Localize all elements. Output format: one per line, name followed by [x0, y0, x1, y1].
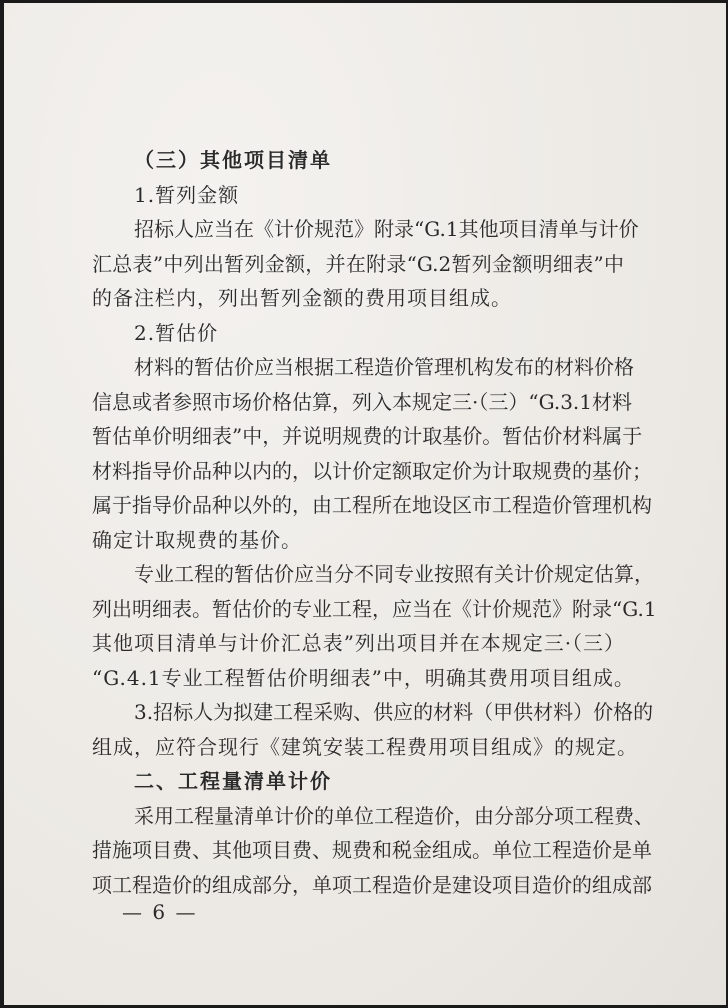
paragraph-line: 采用工程量清单计价的单位工程造价，由分部分项工程费、: [134, 803, 654, 828]
paragraph-line: 材料的暂估价应当根据工程造价管理机构发布的材料价格: [134, 355, 634, 379]
paragraph-line: 项工程造价的组成部分，单项工程造价是建设项目造价的组成部: [92, 872, 652, 897]
item2-title: 2.暂估价: [134, 320, 219, 345]
paragraph-line: 属于指导价品种以外的，由工程所在地设区市工程造价管理机构: [92, 493, 652, 517]
document-page: [4, 3, 726, 1005]
section2-heading: 二、工程量清单计价: [134, 769, 332, 793]
body-text: [92, 143, 657, 902]
page-number: — 6 —: [122, 900, 198, 924]
paragraph-line: 材料指导价品种以内的，以计价定额取定价为计取规费的基价；: [92, 458, 652, 483]
paragraph-line: 信息或者参照市场价格估算，列入本规定三·（三）“G.3.1材料: [92, 389, 633, 414]
paragraph-line: 组成，应符合现行《建筑安装工程费用项目组成》的规定。: [92, 734, 638, 759]
paragraph-line: 暂估单价明细表”中，并说明规费的计取基价。暂估价材料属于: [92, 424, 643, 448]
paragraph-line: 3.招标人为拟建工程采购、供应的材料（甲供材料）价格的: [134, 700, 654, 724]
section-heading: （三）其他项目清单: [134, 148, 332, 172]
paragraph-line: 的备注栏内，列出暂列金额的费用项目组成。: [92, 286, 512, 310]
paragraph-line: 确定计取规费的基价。: [92, 527, 302, 552]
item1-title: 1.暂列金额: [134, 182, 240, 207]
paragraph-line: 其他项目清单与计价汇总表”列出项目并在本规定三·（三）: [92, 631, 624, 655]
paragraph-line: 措施项目费、其他项目费、规费和税金组成。单位工程造价是单: [92, 838, 652, 862]
paragraph-line: 招标人应当在《计价规范》附录“G.1其他项目清单与计价: [134, 217, 639, 241]
paragraph-line: 汇总表”中列出暂列金额，并在附录“G.2暂列金额明细表”中: [92, 251, 624, 276]
paragraph-line: 列出明细表。暂估价的专业工程，应当在《计价规范》附录“G.1: [92, 596, 657, 621]
paragraph-line: “G.4.1专业工程暂估价明细表”中，明确其费用项目组成。: [92, 665, 635, 690]
paragraph-line: 专业工程的暂估价应当分不同专业按照有关计价规定估算，: [134, 562, 654, 586]
